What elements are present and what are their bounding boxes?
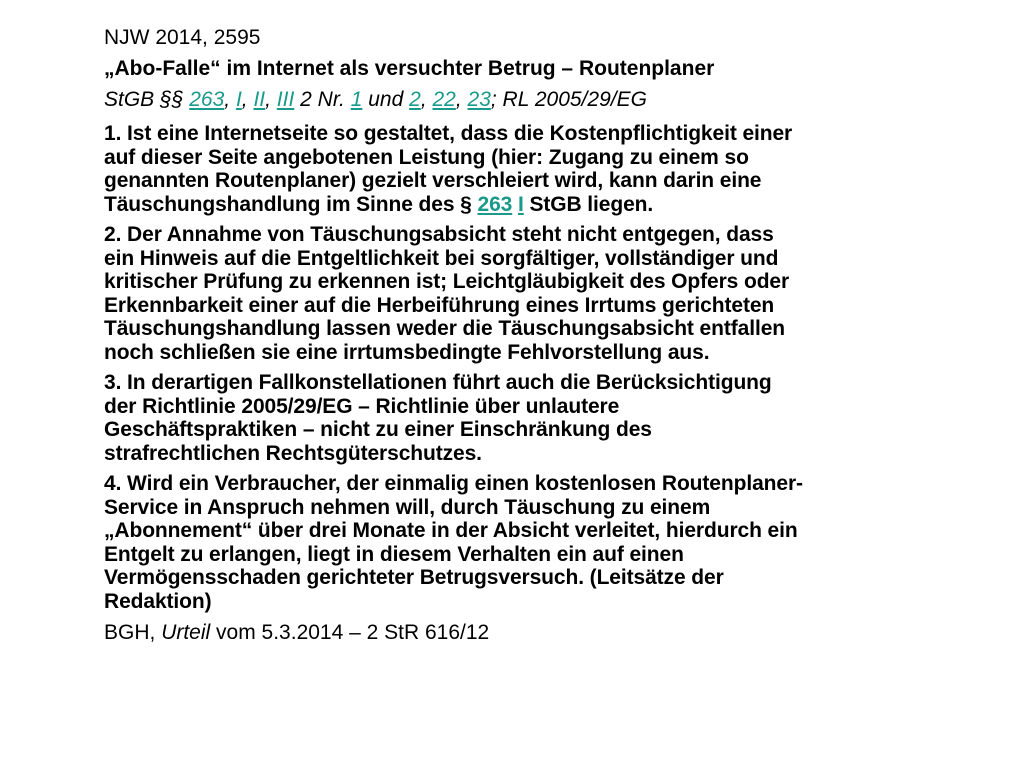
headnote-1 [104,122,974,216]
norms-suffix: ; RL 2005/29/EG [490,88,647,111]
document-body [104,22,974,648]
headnote-line: 3. In derartigen Fallkonstellationen führt auch die Berücksichtigung [104,371,772,394]
headnote-line: „Abonnement“ über drei Monate in der Absicht verleitet, hierdurch ein [104,519,798,542]
headnote-line: 1. Ist eine Internetseite so gestaltet, dass die Kostenpflichtigkeit einer [104,122,793,145]
headnote-line: Redaktion) [104,589,212,613]
headnote-line: der Richtlinie 2005/29/EG – Richtlinie über unlautere [104,394,620,418]
headnote-line: genannten Routenplaner) gezielt verschleiert wird, kann darin eine [104,169,762,192]
headnote-line: 4. Wird ein Verbraucher, der einmalig einen kostenlosen Routenplaner- [104,472,803,495]
headnote-line: Geschäftspraktiken – nicht zu einer Einschränkung des [104,418,652,441]
headnote-line: Erkennbarkeit einer auf die Herbeiführung eines Irrtums gerichteten [104,293,775,317]
ref-I-link[interactable]: I [517,192,524,216]
ref-I-link[interactable]: I [235,88,242,111]
ref-2-link[interactable]: 2 [409,88,421,111]
headnote-line: ein Hinweis auf die Entgeltlichkeit bei sorgfältiger, vollständiger und [104,246,779,270]
headnote-4 [104,472,974,613]
headnote-text: StGB liegen. [523,192,654,216]
decision-details: vom 5.3.2014 – 2 StR 616/12 [210,621,490,644]
headnote-line: 2. Der Annahme von Täuschungsabsicht steht nicht entgegen, dass [104,223,774,246]
headnote-line: noch schließen sie eine irrtumsbedingte Fehlvorstellung aus. [104,340,710,364]
ref-II-link[interactable]: II [253,88,266,111]
decision-type: Urteil [161,621,211,644]
page-title: „Abo-Falle“ im Internet als versuchter Betrug – Routenplaner [104,57,715,80]
headnote-3 [104,371,974,465]
headnote-line: Vermögensschaden gerichteter Betrugsversuch. (Leitsätze der [104,566,724,589]
norms-sep: , [241,88,254,111]
ref-263-link[interactable]: 263 [189,88,225,111]
ref-263-link[interactable]: 263 [477,192,513,216]
norms-und: und [362,88,410,111]
headnote-2 [104,223,974,364]
court-name: BGH, [104,621,162,644]
ref-22-link[interactable]: 22 [432,88,456,111]
headnote-line: auf dieser Seite angebotenen Leistung (hier: Zugang zu einem so [104,145,749,169]
ref-23-link[interactable]: 23 [467,88,491,111]
norms-sep: , [455,88,468,111]
ref-1-link[interactable]: 1 [350,88,363,111]
norms-line [104,84,974,115]
norms-prefix: StGB §§ [104,88,190,111]
headnote-line: Entgelt zu erlangen, liegt in diesem Verhalten ein auf einen [104,542,684,566]
norms-mid: 2 Nr. [294,88,351,111]
headnote-line: Täuschungshandlung lassen weder die Täuschungsabsicht entfallen [104,317,785,340]
headnote-line: kritischer Prüfung zu erkennen ist; Leichtgläubigkeit des Opfers oder [104,270,790,293]
headnote-text: Täuschungshandlung im Sinne des § [104,192,478,216]
headnote-line: strafrechtlichen Rechtsgüterschutzes. [104,441,482,465]
norms-sep: , [265,88,277,111]
headnote-line: Service in Anspruch nehmen will, durch Täuschung zu einem [104,495,711,519]
citation-line: NJW 2014, 2595 [104,26,261,49]
norms-sep: , [420,88,433,111]
headnote-line [104,193,974,217]
norms-sep: , [224,88,236,111]
decision-citation [104,617,974,648]
ref-III-link[interactable]: III [276,88,295,111]
